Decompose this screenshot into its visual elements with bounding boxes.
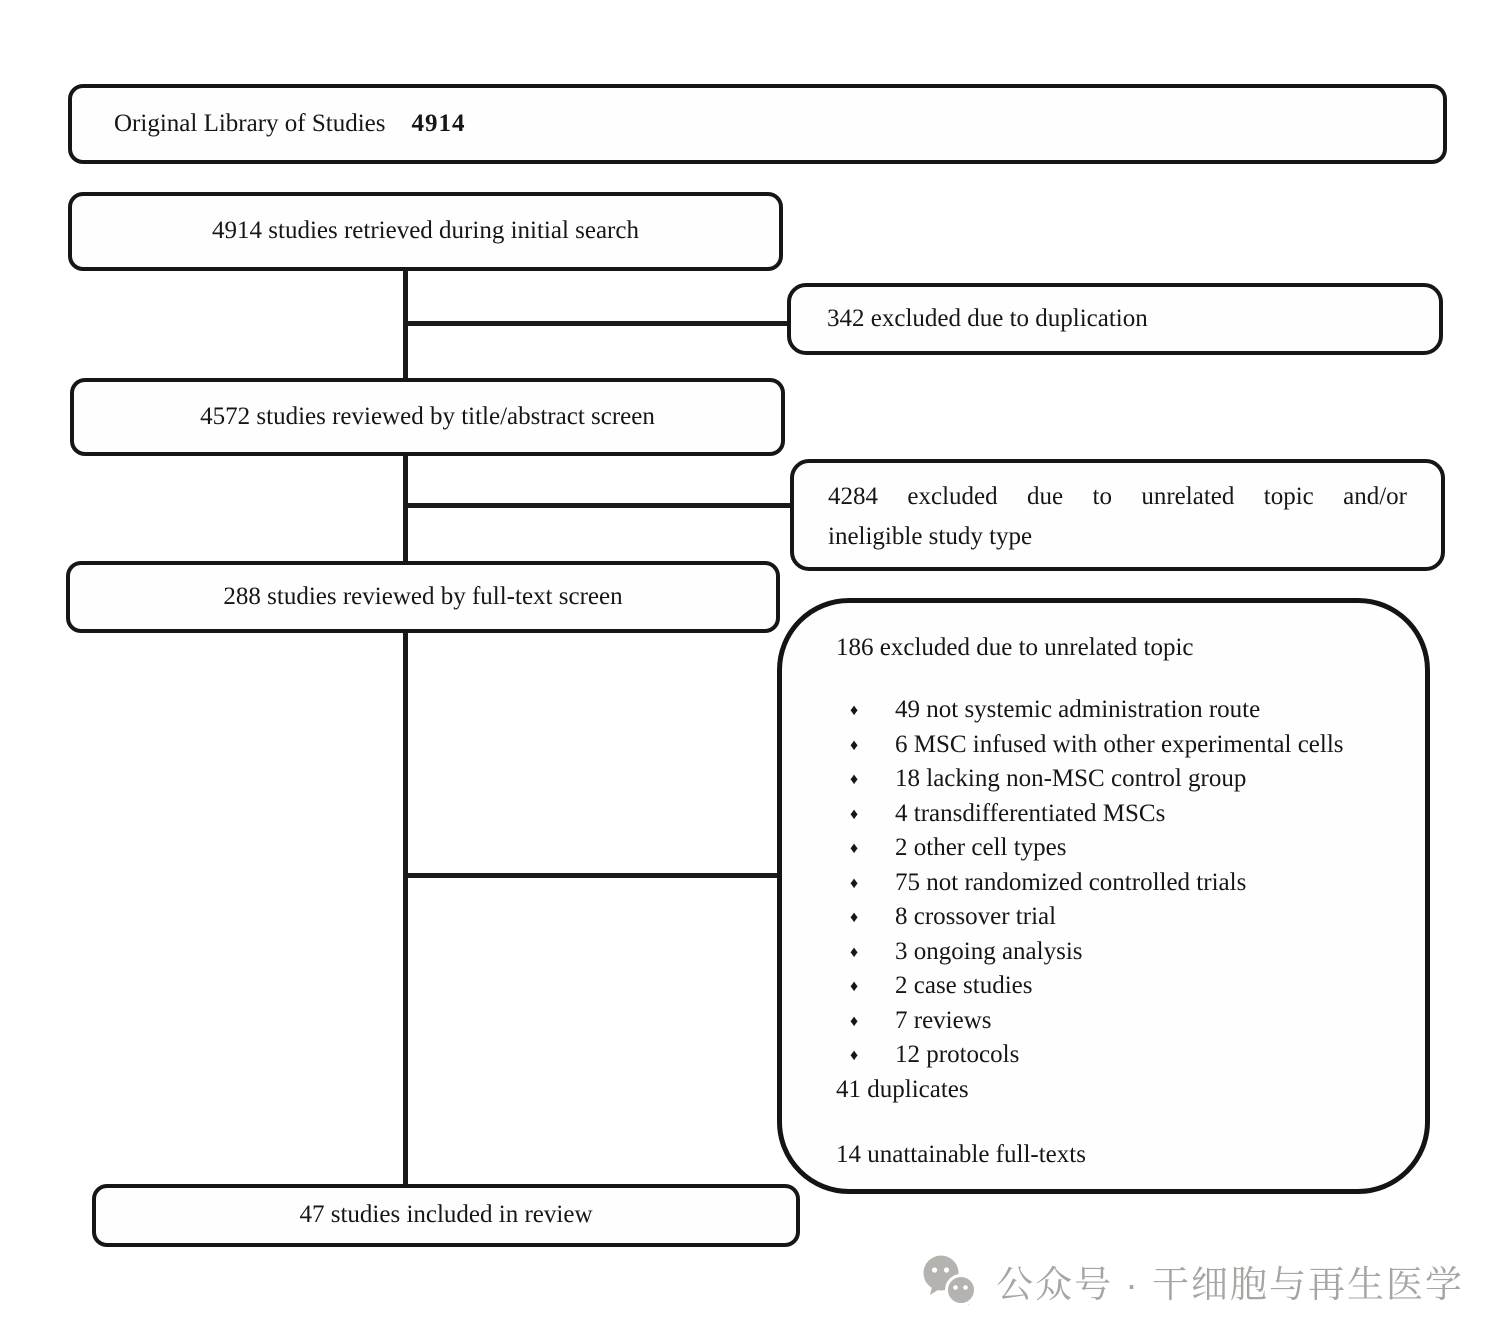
full-text-exclusions-box xyxy=(777,598,1430,1194)
exclusion-bullet-item: ♦ 18 lacking non-MSC control group xyxy=(850,762,1389,797)
included-label: 47 studies included in review xyxy=(299,1201,593,1229)
full-text-screen-box xyxy=(66,561,780,633)
original-library-count: 4914 xyxy=(411,109,466,137)
exclusion-bullet-item: ♦ 2 case studies xyxy=(850,969,1389,1004)
duplicates-note: 41 duplicates xyxy=(836,1075,969,1103)
unattainable-note: 14 unattainable full-texts xyxy=(836,1141,1086,1168)
exclusion-bullet-item: ♦ 75 not randomized controlled trials xyxy=(850,866,1389,901)
initial-search-label: 4914 studies retrieved during initial search xyxy=(212,217,639,245)
connector-horizontal-3 xyxy=(403,873,777,878)
exclusion-bullet-item: ♦ 8 crossover trial xyxy=(850,900,1389,935)
included-box xyxy=(92,1184,800,1247)
connector-horizontal-2 xyxy=(403,503,790,508)
watermark-text: 公众号 · 干细胞与再生医学 xyxy=(996,1264,1464,1305)
connector-vertical-3 xyxy=(403,632,408,1186)
excluded-duplication-label: 342 excluded due to duplication xyxy=(827,304,1148,332)
original-library-box xyxy=(68,84,1447,164)
exclusion-bullet-item: ♦ 3 ongoing analysis xyxy=(850,935,1389,970)
original-library-label: Original Library of Studies xyxy=(114,109,386,137)
title-abstract-screen-box xyxy=(70,378,785,456)
excluded-duplication-box xyxy=(787,283,1443,355)
connector-horizontal-1 xyxy=(403,321,787,326)
exclusion-bullet-item: ♦ 2 other cell types xyxy=(850,831,1389,866)
excluded-unrelated-box xyxy=(790,459,1445,571)
exclusion-bullet-item: ♦ 4 transdifferentiated MSCs xyxy=(850,797,1389,832)
watermark xyxy=(920,1254,1464,1308)
initial-search-box xyxy=(68,192,783,271)
title-abstract-screen-label: 4572 studies reviewed by title/abstract screen xyxy=(200,402,655,430)
full-text-exclusions-list xyxy=(836,693,1389,1073)
full-text-exclusions-title: 186 excluded due to unrelated topic xyxy=(836,634,1194,661)
excluded-unrelated-line1: 4284 excluded due to unrelated topic and/or xyxy=(828,483,1407,510)
exclusion-bullet-item: ♦ 7 reviews xyxy=(850,1004,1389,1039)
excluded-unrelated-line2: ineligible study type xyxy=(828,523,1033,550)
full-text-screen-label: 288 studies reviewed by full-text screen xyxy=(223,582,623,610)
connector-vertical-2 xyxy=(403,455,408,563)
exclusion-bullet-item: ♦ 49 not systemic administration route xyxy=(850,693,1389,728)
exclusion-bullet-item: ♦ 12 protocols xyxy=(850,1038,1389,1073)
wechat-icon xyxy=(920,1254,980,1308)
exclusion-bullet-item: ♦ 6 MSC infused with other experimental cells xyxy=(850,728,1389,763)
